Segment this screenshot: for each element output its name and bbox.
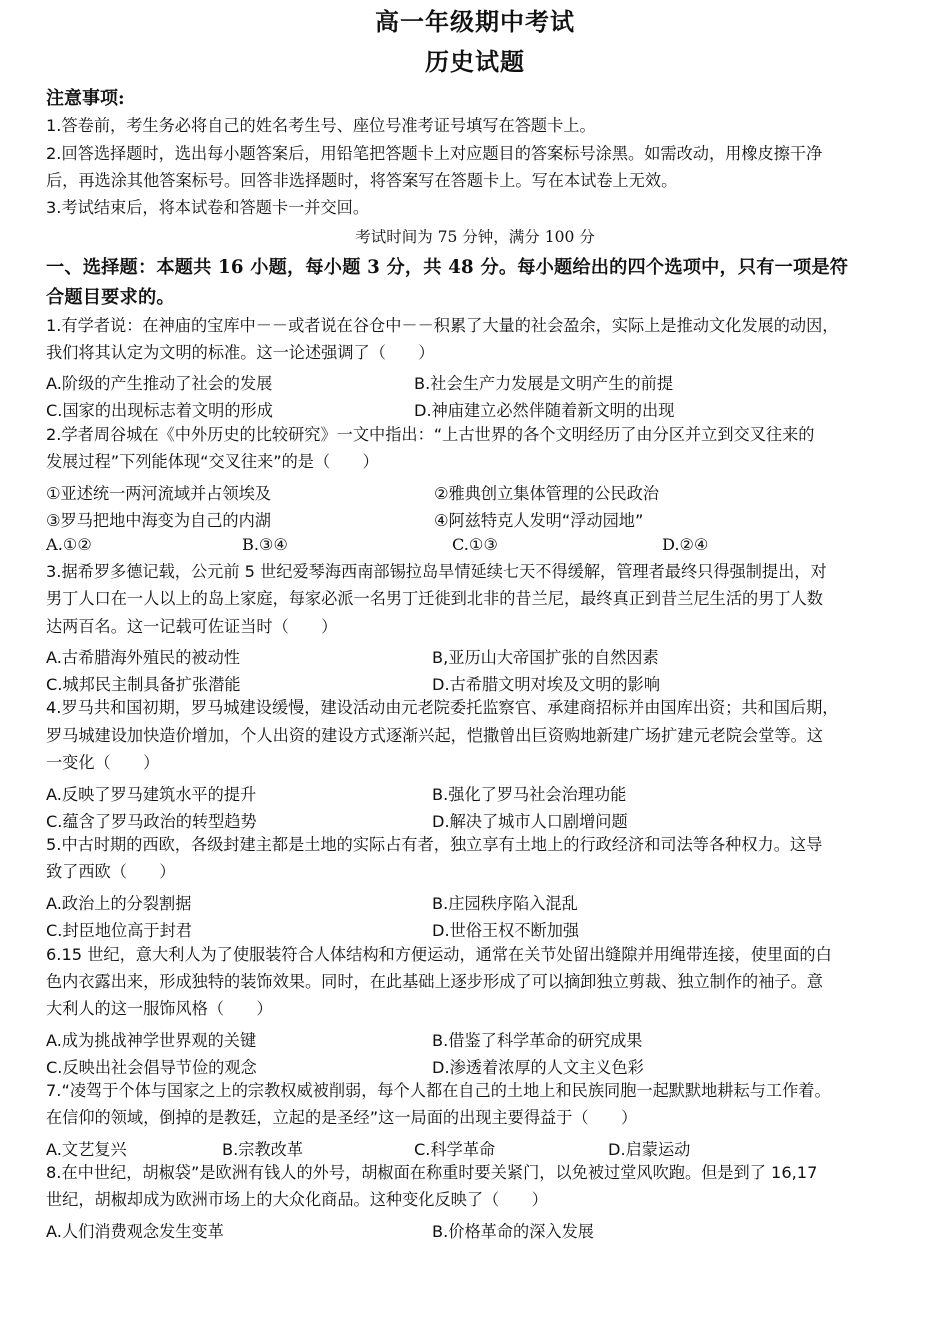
- question-2-option-a: A.①②: [46, 535, 92, 554]
- question-3-option-a: A.古希腊海外殖民的被动性: [46, 648, 240, 667]
- question-1-option-a: A.阶级的产生推动了社会的发展: [46, 374, 273, 393]
- question-2-stem-line-2: 发展过程”下列能体现“交叉往来”的是（ ）: [46, 452, 379, 471]
- question-5-stem-line-1: 5.中古时期的西欧，各级封建主都是土地的实际占有者，独立享有土地上的行政经济和司法等各种权力。这导: [46, 835, 823, 854]
- question-6-stem-line-3: 大利人的这一服饰风格（ ）: [46, 999, 273, 1018]
- notice-heading: 注意事项:: [46, 88, 125, 109]
- question-6-option-d: D.渗透着浓厚的人文主义色彩: [432, 1058, 644, 1077]
- question-5-option-d: D.世俗王权不断加强: [432, 921, 580, 940]
- question-1-option-d: D.神庙建立必然伴随着新文明的出现: [414, 401, 675, 420]
- notice-item-1: 1.答卷前，考生务必将自己的姓名考生号、座位号准考证号填写在答题卡上。: [46, 116, 596, 135]
- question-5-option-b: B.庄园秩序陷入混乱: [432, 894, 578, 913]
- question-5-option-c: C.封臣地位高于封君: [46, 921, 192, 940]
- question-4-option-c: C.蕴含了罗马政治的转型趋势: [46, 812, 257, 831]
- question-2-statement-2: ②雅典创立集体管理的公民政治: [434, 484, 659, 503]
- question-1-stem-line-1: 1.有学者说：在神庙的宝库中－－或者说在谷仓中－－积累了大量的社会盈余，实际上是推动文化发展的动因，: [46, 316, 839, 335]
- question-8-stem-line-1: 8.在中世纪，胡椒袋”是欧洲有钱人的外号，胡椒面在称重时要关紧门，以免被过堂风吹跑。但是到了 16,17: [46, 1163, 818, 1182]
- question-1-stem-line-2: 我们将其认定为文明的标准。这一论述强调了（ ）: [46, 343, 435, 362]
- question-7-option-c: C.科学革命: [414, 1140, 496, 1159]
- question-3-stem-line-1: 3.据希罗多德记载，公元前 5 世纪爱琴海西南部锡拉岛旱情延续七天不得缓解，管理者最终只得强制提出，对: [46, 562, 827, 581]
- exam-title: 高一年级期中考试: [375, 7, 575, 36]
- question-4-stem-line-1: 4.罗马共和国初期，罗马城建设缓慢，建设活动由元老院委托监察官、承建商招标并由国库出资；共和国后期，: [46, 698, 839, 717]
- question-6-stem-line-2: 色内衣露出来，形成独特的装饰效果。同时，在此基础上逐步形成了可以摘卸独立剪裁、独立制作的袖子。意: [46, 972, 823, 991]
- question-2-stem-line-1: 2.学者周谷城在《中外历史的比较研究》一文中指出：“上古世界的各个文明经历了由分区并立到交叉往来的: [46, 425, 815, 444]
- notice-item-2-line-1: 2.回答选择题时，选出每小题答案后，用铅笔把答题卡上对应题目的答案标号涂黑。如需改动，用橡皮擦干净: [46, 144, 823, 163]
- question-7-option-a: A.文艺复兴: [46, 1140, 127, 1159]
- question-7-option-b: B.宗教改革: [222, 1140, 304, 1159]
- question-5-option-a: A.政治上的分裂割据: [46, 894, 192, 913]
- exam-time-info: 考试时间为 75 分钟，满分 100 分: [355, 228, 595, 246]
- question-3-option-c: C.城邦民主制具备扩张潜能: [46, 675, 241, 694]
- exam-subtitle: 历史试题: [425, 47, 525, 76]
- question-7-stem-line-1: 7.“凌驾于个体与国家之上的宗教权威被削弱，每个人都在自己的土地上和民族同胞一起默默地耕耘与工作着。: [46, 1081, 831, 1100]
- question-7-stem-line-2: 在信仰的领域，倒掉的是教廷，立起的是圣经”这一局面的出现主要得益于（ ）: [46, 1108, 638, 1127]
- question-2-option-b: B.③④: [242, 535, 289, 554]
- question-6-option-a: A.成为挑战神学世界观的关键: [46, 1031, 257, 1050]
- question-3-stem-line-2: 男丁人口在一人以上的岛上家庭，每家必派一名男丁迁徙到北非的昔兰尼，最终真正到昔兰尼生活的男丁人数: [46, 589, 823, 608]
- question-8-option-a: A.人们消费观念发生变革: [46, 1222, 224, 1241]
- question-4-option-b: B.强化了罗马社会治理功能: [432, 785, 627, 804]
- question-4-option-a: A.反映了罗马建筑水平的提升: [46, 785, 257, 804]
- question-1-option-c: C.国家的出现标志着文明的形成: [46, 401, 273, 420]
- question-4-stem-line-3: 一变化（ ）: [46, 753, 160, 772]
- question-7-option-d: D.启蒙运动: [608, 1140, 691, 1159]
- question-4-stem-line-2: 罗马城建设加快造价增加，个人出资的建设方式逐渐兴起，恺撒曾出巨资购地新建广场扩建元老院会堂等。这: [46, 726, 823, 745]
- question-2-statement-1: ①亚述统一两河流域并占领埃及: [46, 484, 271, 503]
- question-2-statement-3: ③罗马把地中海变为自己的内湖: [46, 511, 271, 530]
- question-2-option-d: D.②④: [662, 535, 709, 554]
- question-6-option-b: B.借鉴了科学革命的研究成果: [432, 1031, 643, 1050]
- question-2-option-c: C.①③: [452, 535, 498, 554]
- notice-item-2-line-2: 后，再选涂其他答案标号。回答非选择题时，将答案写在答题卡上。写在本试卷上无效。: [46, 171, 678, 190]
- question-2-statement-4: ④阿兹特克人发明“浮动园地”: [434, 511, 644, 530]
- notice-item-3: 3.考试结束后，将本试卷和答题卡一并交回。: [46, 198, 370, 217]
- question-3-option-b: B,亚历山大帝国扩张的自然因素: [432, 648, 659, 667]
- question-8-option-b: B.价格革命的深入发展: [432, 1222, 594, 1241]
- question-1-option-b: B.社会生产力发展是文明产生的前提: [414, 374, 674, 393]
- section-heading-line-1: 一、选择题：本题共 16 小题，每小题 3 分，共 48 分。每小题给出的四个选项中，只有一项是符: [46, 257, 849, 278]
- question-4-option-d: D.解决了城市人口剧增问题: [432, 812, 628, 831]
- section-heading-line-2: 合题目要求的。: [46, 287, 175, 308]
- question-3-option-d: D.古希腊文明对埃及文明的影响: [432, 675, 661, 694]
- question-8-stem-line-2: 世纪，胡椒却成为欧洲市场上的大众化商品。这种变化反映了（ ）: [46, 1190, 548, 1209]
- question-3-stem-line-3: 达两百名。这一记载可佐证当时（ ）: [46, 617, 338, 636]
- question-6-option-c: C.反映出社会倡导节俭的观念: [46, 1058, 257, 1077]
- question-6-stem-line-1: 6.15 世纪，意大利人为了使服装符合人体结构和方便运动，通常在关节处留出缝隙并用绳带连接，使里面的白: [46, 945, 832, 964]
- question-5-stem-line-2: 致了西欧（ ）: [46, 862, 176, 881]
